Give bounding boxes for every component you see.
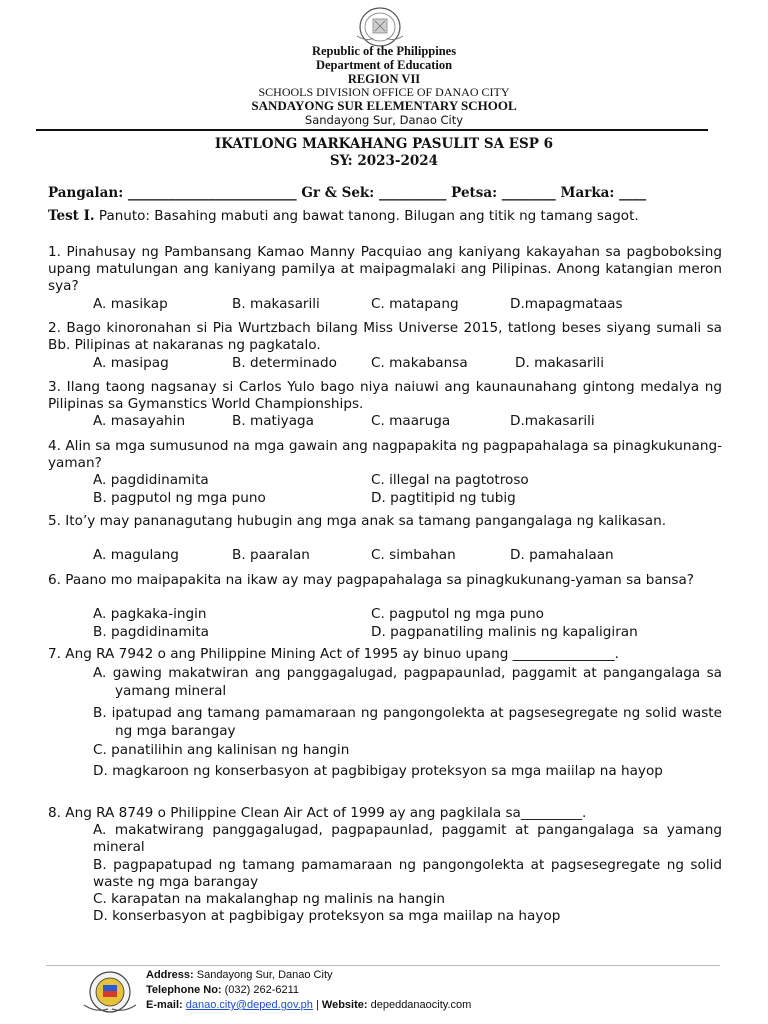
footer-address: [146, 969, 333, 981]
footer-address-label: Address:: [146, 969, 194, 981]
deped-seal-icon: [353, 6, 407, 48]
option-d[interactable]: D.mapagmataas: [510, 296, 623, 312]
header-region: REGION VII: [347, 72, 421, 86]
question-8-option-a[interactable]: A. makatwirang panggagalugad, pagpapaunlad, paggamit at pangangalaga sa yamang mineral: [93, 822, 722, 855]
header-department: Department of Education: [315, 58, 453, 72]
footer-phone-label: Telephone No:: [146, 984, 222, 996]
question-3: 3. Ilang taong nagsanay si Carlos Yulo bago niya naiuwi ang kaunaunahang gintong medalya ng Pilipinas sa Gymanstics World Championships.: [48, 379, 722, 412]
footer-email-label: E-mail:: [146, 999, 183, 1011]
question-1: 1. Pinahusay ng Pambansang Kamao Manny Pacquiao ang kaniyang kakayahan sa pagboboksing upang matulungan ang kaniyang pamilya at maipagmalaki ang Pilipinas. Anong katangian meron sya?: [48, 244, 722, 294]
question-6: 6. Paano mo maipapakita na ikaw ay may pagpapahalaga sa pinagkukunang-yaman sa bansa?: [48, 572, 695, 588]
exam-title: IKATLONG MARKAHANG PASULIT SA ESP 6: [214, 136, 554, 152]
question-5: 5. Ito’y may pananagutang hubugin ang mga anak sa tamang pangangalaga ng kalikasan.: [48, 513, 667, 529]
option-a[interactable]: A. masayahin: [93, 413, 186, 429]
question-8: 8. Ang RA 8749 o Philippine Clean Air Act of 1999 ay ang pagkilala sa_________.: [48, 805, 587, 821]
question-7-option-d[interactable]: D. magkaroon ng konserbasyon at pagbibigay proteksyon sa mga maiilap na hayop: [93, 763, 663, 779]
student-info-line: Pangalan: _________________________ Gr & Sek: __________ Petsa: ________ Marka: ____: [48, 185, 647, 201]
footer-contact: [146, 999, 471, 1011]
question-7-option-b[interactable]: B. ipatupad ang tamang pamamaraan ng pangongolekta at pagsesegregate ng solid waste ng mga barangay: [93, 705, 722, 739]
test-directions: Panuto: Basahing mabuti ang bawat tanong. Bilugan ang titik ng tamang sagot.: [94, 208, 639, 224]
header-division: SCHOOLS DIVISION OFFICE OF DANAO CITY: [258, 85, 510, 99]
option-a[interactable]: A. masikap: [93, 296, 168, 312]
question-2: 2. Bago kinoronahan si Pia Wurtzbach bilang Miss Universe 2015, tatlong beses siyang sumali sa Bb. Pilipinas at nakaranas ng pagkatalo.: [48, 320, 722, 353]
footer-divider: [46, 965, 720, 966]
footer-email-link[interactable]: danao.city@deped.gov.ph: [185, 999, 313, 1011]
question-4: 4. Alin sa mga sumusunod na mga gawain ang nagpapakita ng pagpapahalaga sa pinagkukunang-yaman?: [48, 438, 722, 471]
footer-phone-value: (032) 262-6211: [221, 984, 300, 996]
option-b[interactable]: B. pagdidinamita: [93, 624, 209, 640]
option-c[interactable]: C. matapang: [371, 296, 459, 312]
option-b[interactable]: B. pagputol ng mga puno: [93, 490, 266, 506]
option-b[interactable]: B. paaralan: [232, 547, 310, 563]
option-b[interactable]: B. matiyaga: [232, 413, 314, 429]
test-label: Test I.: [48, 208, 95, 224]
option-d[interactable]: D. pamahalaan: [510, 547, 614, 563]
school-year: SY: 2023-2024: [329, 153, 439, 169]
question-8-option-b[interactable]: B. pagpapatupad ng tamang pamamaraan ng pangongolekta at pagsesegregate ng solid waste ng mga barangay: [93, 857, 722, 890]
option-d[interactable]: D.makasarili: [510, 413, 595, 429]
header-address: Sandayong Sur, Danao City: [304, 113, 464, 127]
option-c[interactable]: C. maaruga: [371, 413, 451, 429]
option-c[interactable]: C. simbahan: [371, 547, 456, 563]
school-logo-icon: [82, 969, 138, 1015]
header-school: SANDAYONG SUR ELEMENTARY SCHOOL: [251, 98, 517, 113]
option-c[interactable]: C. makabansa: [371, 355, 468, 371]
option-a[interactable]: A. magulang: [93, 547, 179, 563]
footer-address-value: Sandayong Sur, Danao City: [193, 969, 333, 981]
footer-website-label: Website:: [321, 999, 368, 1011]
option-d[interactable]: D. pagtitipid ng tubig: [371, 490, 516, 506]
option-d[interactable]: D. makasarili: [515, 355, 604, 371]
footer-phone: [146, 984, 299, 996]
option-a[interactable]: A. pagdidinamita: [93, 472, 209, 488]
option-c[interactable]: C. pagputol ng mga puno: [371, 606, 544, 622]
footer-separator: |: [312, 999, 322, 1011]
footer-website-value[interactable]: depeddanaocity.com: [367, 999, 472, 1011]
option-b[interactable]: B. makasarili: [232, 296, 320, 312]
header-divider: [36, 129, 708, 131]
option-b[interactable]: B. determinado: [232, 355, 337, 371]
question-8-option-d[interactable]: D. konserbasyon at pagbibigay proteksyon sa mga maiilap na hayop: [93, 908, 561, 924]
option-a[interactable]: A. masipag: [93, 355, 169, 371]
option-d[interactable]: D. pagpanatiling malinis ng kapaligiran: [371, 624, 638, 640]
option-c[interactable]: C. illegal na pagtotroso: [371, 472, 529, 488]
question-7-option-c[interactable]: C. panatilihin ang kalinisan ng hangin: [93, 742, 350, 758]
question-7-option-a[interactable]: A. gawing makatwiran ang panggagalugad, pagpapaunlad, paggamit at pangangalaga sa yamang mineral: [93, 665, 722, 699]
header-republic: Republic of the Philippines: [311, 44, 457, 58]
question-7: 7. Ang RA 7942 o ang Philippine Mining Act of 1995 ay binuo upang _______________.: [48, 646, 619, 662]
test-instruction: [48, 208, 639, 224]
option-a[interactable]: A. pagkaka-ingin: [93, 606, 207, 622]
question-8-option-c[interactable]: C. karapatan na makalanghap ng malinis na hangin: [93, 891, 445, 907]
